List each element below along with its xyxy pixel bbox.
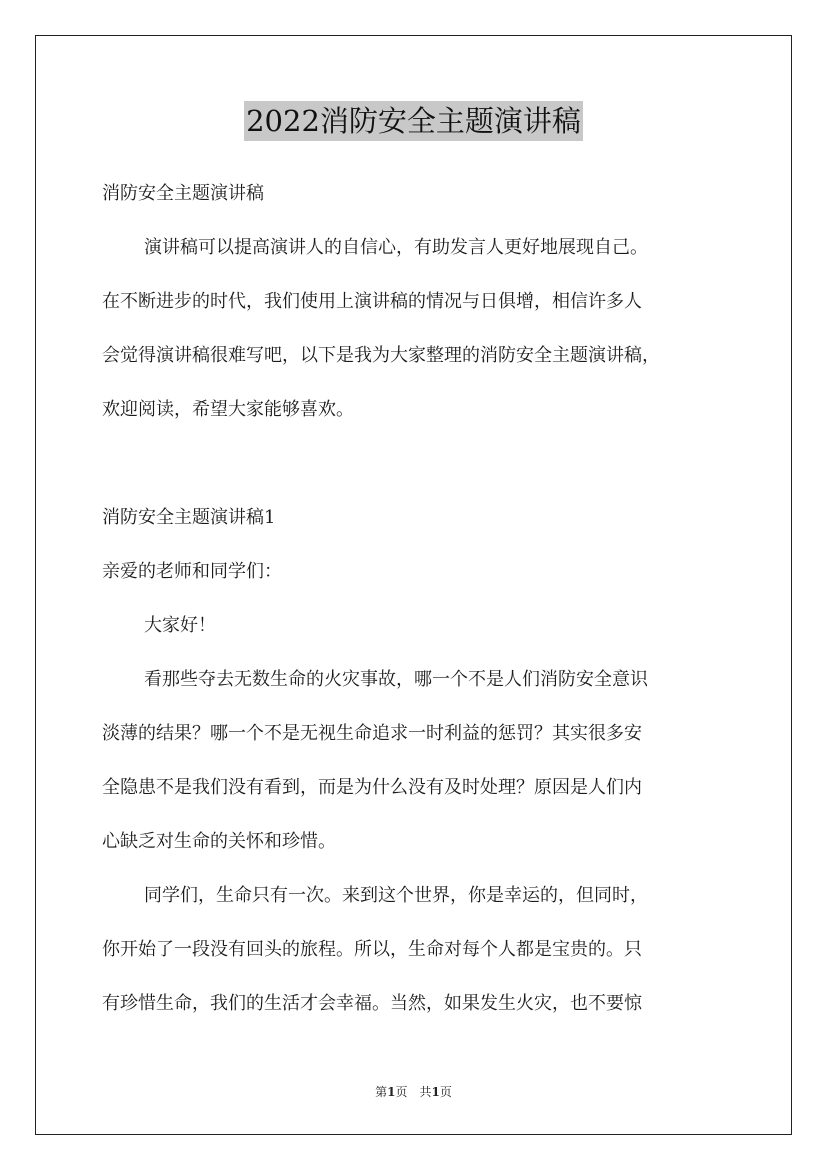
paragraph-line: 全隐患不是我们没有看到，而是为什么没有及时处理？原因是人们内 <box>102 777 642 798</box>
paragraph-line: 会觉得演讲稿很难写吧，以下是我为大家整理的消防安全主题演讲稿， <box>102 345 660 366</box>
footer-end: 页 <box>439 1085 452 1099</box>
footer-prefix: 第 <box>375 1085 388 1099</box>
document-title: 2022消防安全主题演讲稿 <box>244 101 583 141</box>
section-heading: 消防安全主题演讲稿 <box>102 183 264 204</box>
paragraph-line: 欢迎阅读，希望大家能够喜欢。 <box>102 399 354 420</box>
title-container <box>0 101 827 141</box>
document-body <box>102 172 742 1036</box>
section-heading: 消防安全主题演讲稿1 <box>102 507 276 528</box>
footer-middle: 页 共 <box>395 1085 432 1099</box>
paragraph-line: 你开始了一段没有回头的旅程。所以，生命对每个人都是宝贵的。只 <box>102 939 642 960</box>
paragraph-line: 在不断进步的时代，我们使用上演讲稿的情况与日俱增，相信许多人 <box>102 291 642 312</box>
paragraph-line: 看那些夺去无数生命的火灾事故，哪一个不是人们消防安全意识 <box>144 669 648 690</box>
paragraph-line: 淡薄的结果？哪一个不是无视生命追求一时利益的惩罚？其实很多安 <box>102 723 642 744</box>
blank-line <box>102 442 742 496</box>
footer-page-current: 1 <box>387 1085 396 1099</box>
paragraph-line: 有珍惜生命，我们的生活才会幸福。当然，如果发生火灾，也不要惊 <box>102 993 642 1014</box>
page-footer <box>0 1083 827 1100</box>
paragraph-line: 心缺乏对生命的关怀和珍惜。 <box>102 831 336 852</box>
salutation: 亲爱的老师和同学们： <box>102 561 282 582</box>
footer-page-total: 1 <box>431 1085 440 1099</box>
paragraph-line: 演讲稿可以提高演讲人的自信心，有助发言人更好地展现自己。 <box>144 237 648 258</box>
paragraph-line: 同学们，生命只有一次。来到这个世界，你是幸运的，但同时， <box>144 885 648 906</box>
greeting: 大家好！ <box>144 615 216 636</box>
